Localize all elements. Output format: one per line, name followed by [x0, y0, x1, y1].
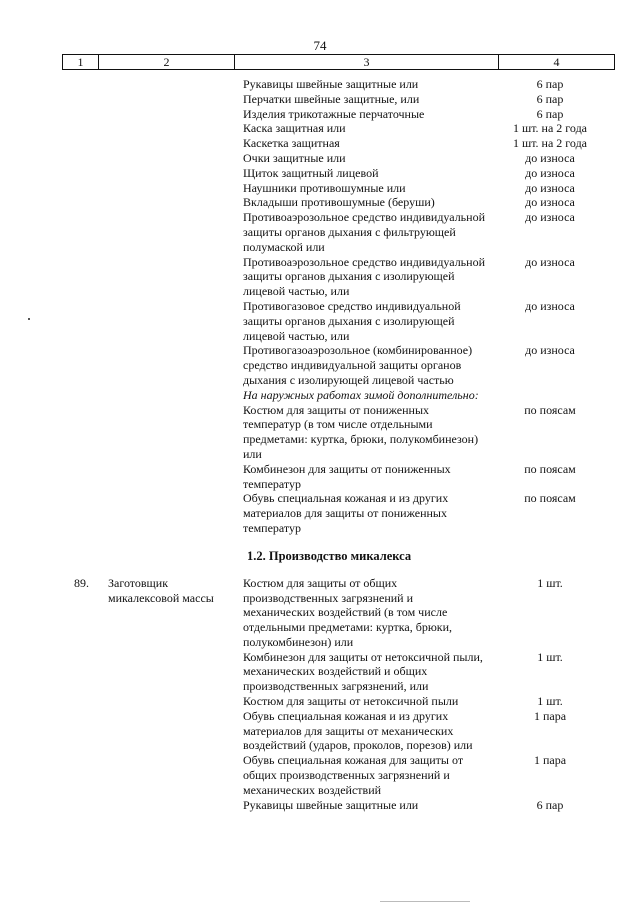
table-row: [0, 181, 640, 196]
header-col-4: 4: [553, 55, 560, 69]
page-number: 74: [313, 38, 327, 53]
table-row: [0, 694, 640, 709]
table-body: [0, 77, 640, 812]
ppe-norm: до износа: [525, 298, 575, 313]
table-row: [0, 255, 640, 299]
table-row: [0, 650, 640, 694]
ppe-norm: до износа: [525, 343, 575, 358]
ppe-item: Щиток защитный лицевой: [243, 165, 379, 180]
ppe-norm: до износа: [525, 165, 575, 180]
table-row: [0, 798, 640, 813]
row-number: 89.: [74, 575, 89, 590]
ppe-norm: по поясам: [524, 491, 576, 506]
ppe-norm: по поясам: [524, 461, 576, 476]
table-row: [0, 151, 640, 166]
ppe-item: Противогазовое средство индивидуальной защиты органов дыхания с изолирующей лицевой частью, или: [243, 298, 461, 343]
scan-speck: [28, 318, 30, 320]
table-row: [0, 92, 640, 107]
table-row: [0, 136, 640, 151]
ppe-item: На наружных работах зимой дополнительно:: [243, 387, 479, 402]
header-col-2: 2: [99, 55, 235, 69]
table-row: [0, 576, 640, 650]
ppe-item: Комбинезон для защиты от нетоксичной пыли, механических воздействий и общих производственных загрязнений, или: [243, 649, 483, 694]
ppe-item: Обувь специальная кожаная для защиты от общих производственных загрязнений и механических воздействий: [243, 753, 464, 797]
ppe-item: Противоаэрозольное средство индивидуальной защиты органов дыхания с фильтрующей полумаской или: [243, 210, 485, 254]
ppe-item: Перчатки швейные защитные, или: [243, 91, 420, 106]
scan-artifact-line: [380, 901, 470, 902]
table-header: [62, 54, 615, 70]
ppe-item: Костюм для защиты от общих производственных загрязнений и механических воздействий (в том числе отдельными предметами: куртка, брюки, полукомбинезон) или: [243, 575, 453, 649]
table-row: [0, 299, 640, 343]
ppe-item: Комбинезон для защиты от пониженных температур: [243, 461, 451, 491]
section-title: 1.2. Производство микалекса: [247, 548, 412, 563]
table-row: [0, 77, 640, 92]
ppe-norm: 6 пар: [536, 77, 564, 91]
table-row: [0, 462, 640, 492]
ppe-item: Обувь специальная кожаная и из других материалов для защиты от пониженных температур: [243, 491, 449, 535]
ppe-norm: 6 пар: [536, 91, 564, 106]
ppe-norm: 1 пара: [533, 753, 567, 768]
table-row: [0, 709, 640, 753]
ppe-norm: 1 шт. на 2 года: [512, 136, 588, 151]
ppe-norm: до износа: [525, 210, 575, 225]
header-col-3: 3: [235, 55, 499, 69]
ppe-norm: 6 пар: [536, 106, 564, 121]
ppe-norm: до износа: [525, 254, 575, 269]
header-col-1: 1: [63, 55, 99, 69]
table-row: [0, 210, 640, 254]
ppe-norm: 6 пар: [536, 797, 564, 812]
occupation-name: Заготовщик микалексовой массы: [108, 575, 214, 605]
ppe-norm: по поясам: [524, 402, 576, 417]
ppe-item: Рукавицы швейные защитные или: [243, 77, 419, 91]
ppe-item: Каскетка защитная: [243, 136, 340, 151]
ppe-item: Рукавицы швейные защитные или: [243, 797, 419, 812]
table-row: [0, 491, 640, 535]
ppe-item: Наушники противошумные или: [243, 180, 406, 195]
table-row: [0, 166, 640, 181]
ppe-item: Противогазоаэрозольное (комбинированное) средство индивидуальной защиты органов дыхания с изолирующей лицевой частью: [243, 343, 473, 387]
ppe-norm: 1 шт.: [537, 694, 563, 709]
ppe-norm: до износа: [525, 180, 575, 195]
ppe-norm: 1 пара: [533, 708, 567, 723]
ppe-item: Изделия трикотажные перчаточные: [243, 106, 425, 121]
ppe-norm: до износа: [525, 195, 575, 210]
ppe-item: Костюм для защиты от пониженных температур (в том числе отдельными предметами: куртка, брюки, полукомбинезон) или: [243, 402, 479, 461]
table-row: [0, 121, 640, 136]
ppe-norm: 1 шт. на 2 года: [512, 121, 588, 136]
table-row: [0, 388, 640, 403]
ppe-item: Противоаэрозольное средство индивидуальной защиты органов дыхания с изолирующей лицевой частью, или: [243, 254, 485, 299]
table-row: [0, 195, 640, 210]
ppe-item: Обувь специальная кожаная и из других материалов для защиты от механических воздействий (ударов, проколов, порезов) или: [243, 708, 473, 753]
table-row: [0, 107, 640, 122]
ppe-norm: 1 шт.: [537, 575, 563, 590]
ppe-norm: 1 шт.: [537, 649, 563, 664]
ppe-item: Очки защитные или: [243, 150, 346, 165]
table-row: [0, 753, 640, 797]
ppe-norm: до износа: [525, 150, 575, 165]
ppe-item: Каска защитная или: [243, 121, 346, 136]
table-row: [0, 403, 640, 462]
table-row: [0, 343, 640, 387]
ppe-item: Костюм для защиты от нетоксичной пыли: [243, 694, 459, 709]
ppe-item: Вкладыши противошумные (беруши): [243, 195, 435, 210]
